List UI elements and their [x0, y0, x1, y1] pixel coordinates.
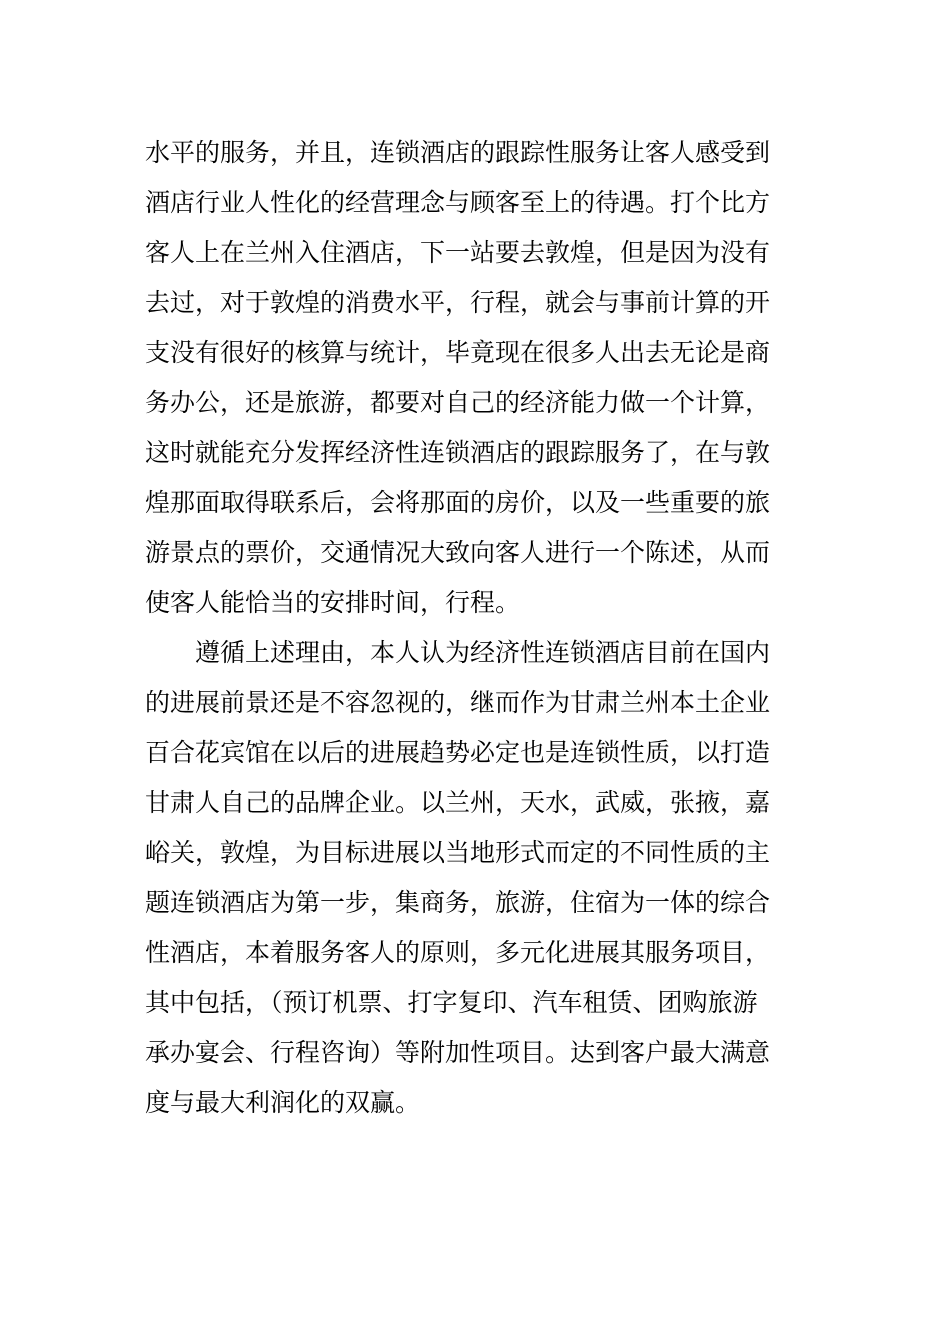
- text-line: 度与最大利润化的双赢。: [145, 1088, 421, 1117]
- text-line: 酒店行业人性化的经营理念与顾客至上的待遇。打个比方: [145, 188, 771, 217]
- text-line: 百合花宾馆在以后的进展趋势必定也是连锁性质，以打造: [145, 738, 771, 767]
- text-line: 其中包括，（预订机票、打字复印、汽车租赁、团购旅游: [145, 988, 758, 1017]
- text-line: 务办公，还是旅游，都要对自己的经济能力做一个计算，: [145, 388, 771, 417]
- text-line: 承办宴会、行程咨询）等附加性项目。达到客户最大满意: [145, 1038, 771, 1067]
- text-line: 煌那面取得联系后，会将那面的房价，以及一些重要的旅: [145, 488, 771, 517]
- text-line: 客人上在兰州入住酒店，下一站要去敦煌，但是因为没有: [145, 238, 771, 267]
- text-line: 游景点的票价，交通情况大致向客人进行一个陈述，从而: [145, 538, 771, 567]
- text-line: 的进展前景还是不容忽视的，继而作为甘肃兰州本土企业: [145, 688, 771, 717]
- text-line: 峪关，敦煌，为目标进展以当地形式而定的不同性质的主: [145, 838, 771, 867]
- text-line: 使客人能恰当的安排时间，行程。: [145, 588, 521, 617]
- text-line: 去过，对于敦煌的消费水平，行程，就会与事前计算的开: [145, 288, 771, 317]
- text-line: 题连锁酒店为第一步，集商务，旅游，住宿为一体的综合: [145, 888, 771, 917]
- text-line: 遵循上述理由，本人认为经济性连锁酒店目前在国内: [195, 638, 771, 667]
- paragraph-2: [145, 628, 810, 1128]
- paragraph-1: [145, 128, 810, 628]
- text-line: 水平的服务，并且，连锁酒店的跟踪性服务让客人感受到: [145, 138, 771, 167]
- text-line: 这时就能充分发挥经济性连锁酒店的跟踪服务了，在与敦: [145, 438, 771, 467]
- text-line: 甘肃人自己的品牌企业。以兰州，天水，武威，张掖，嘉: [145, 788, 771, 817]
- document-body: [145, 128, 810, 1128]
- text-line: 支没有很好的核算与统计，毕竟现在很多人出去无论是商: [145, 338, 771, 367]
- text-line: 性酒店，本着服务客人的原则，多元化进展其服务项目，: [145, 938, 771, 967]
